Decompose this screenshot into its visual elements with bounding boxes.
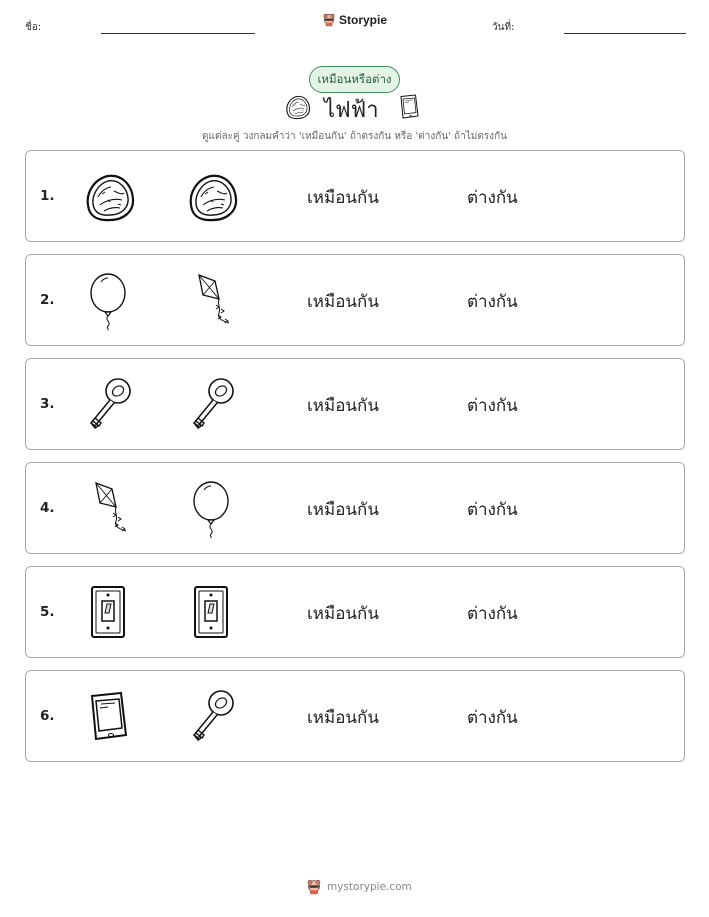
footer-site[interactable]: mystorypie.com	[327, 881, 412, 893]
name-line[interactable]	[101, 33, 255, 34]
question-row	[25, 358, 685, 450]
rock-icon	[78, 167, 138, 227]
same-option[interactable]: เหมือนกัน	[307, 188, 379, 208]
same-option[interactable]: เหมือนกัน	[307, 500, 379, 520]
instructions: ดูแต่ละคู่ วงกลมคำว่า 'เหมือนกัน' ถ้าตรงกัน หรือ 'ต่างกัน' ถ้าไม่ตรงกัน	[202, 131, 507, 142]
name-label: ชื่อ:	[25, 22, 42, 33]
different-option[interactable]: ต่างกัน	[467, 708, 518, 728]
same-option[interactable]: เหมือนกัน	[307, 708, 379, 728]
question-row	[25, 254, 685, 346]
question-row	[25, 670, 685, 762]
question-row	[25, 150, 685, 242]
question-number: 6.	[40, 708, 55, 724]
light-switch-icon	[181, 583, 241, 643]
rock-icon	[181, 167, 241, 227]
worksheet-title	[280, 92, 430, 124]
kite-icon	[78, 479, 138, 539]
topic-badge: เหมือนหรือต่าง	[309, 66, 400, 93]
key-icon	[181, 687, 241, 747]
balloon-icon	[78, 271, 138, 331]
storypie-mascot-icon	[306, 879, 322, 895]
question-number: 2.	[40, 292, 55, 308]
rock-icon	[282, 92, 312, 122]
different-option[interactable]: ต่างกัน	[467, 292, 518, 312]
question-number: 1.	[40, 188, 55, 204]
same-option[interactable]: เหมือนกัน	[307, 604, 379, 624]
same-option[interactable]: เหมือนกัน	[307, 292, 379, 312]
question-number: 3.	[40, 396, 55, 412]
question-number: 4.	[40, 500, 55, 516]
different-option[interactable]: ต่างกัน	[467, 500, 518, 520]
date-line[interactable]	[564, 33, 686, 34]
storypie-mascot-icon	[322, 13, 336, 27]
light-switch-icon	[78, 583, 138, 643]
kite-icon	[181, 271, 241, 331]
tablet-icon	[394, 92, 424, 122]
question-number: 5.	[40, 604, 55, 620]
question-row	[25, 566, 685, 658]
balloon-icon	[181, 479, 241, 539]
different-option[interactable]: ต่างกัน	[467, 396, 518, 416]
same-option[interactable]: เหมือนกัน	[307, 396, 379, 416]
footer	[306, 879, 412, 895]
different-option[interactable]: ต่างกัน	[467, 188, 518, 208]
title-text: ไฟฟ้า	[324, 98, 379, 123]
question-row	[25, 462, 685, 554]
tablet-icon	[78, 687, 138, 747]
key-icon	[181, 375, 241, 435]
brand-text: Storypie	[339, 13, 388, 27]
different-option[interactable]: ต่างกัน	[467, 604, 518, 624]
brand	[322, 13, 387, 27]
key-icon	[78, 375, 138, 435]
date-label: วันที่:	[492, 22, 515, 33]
